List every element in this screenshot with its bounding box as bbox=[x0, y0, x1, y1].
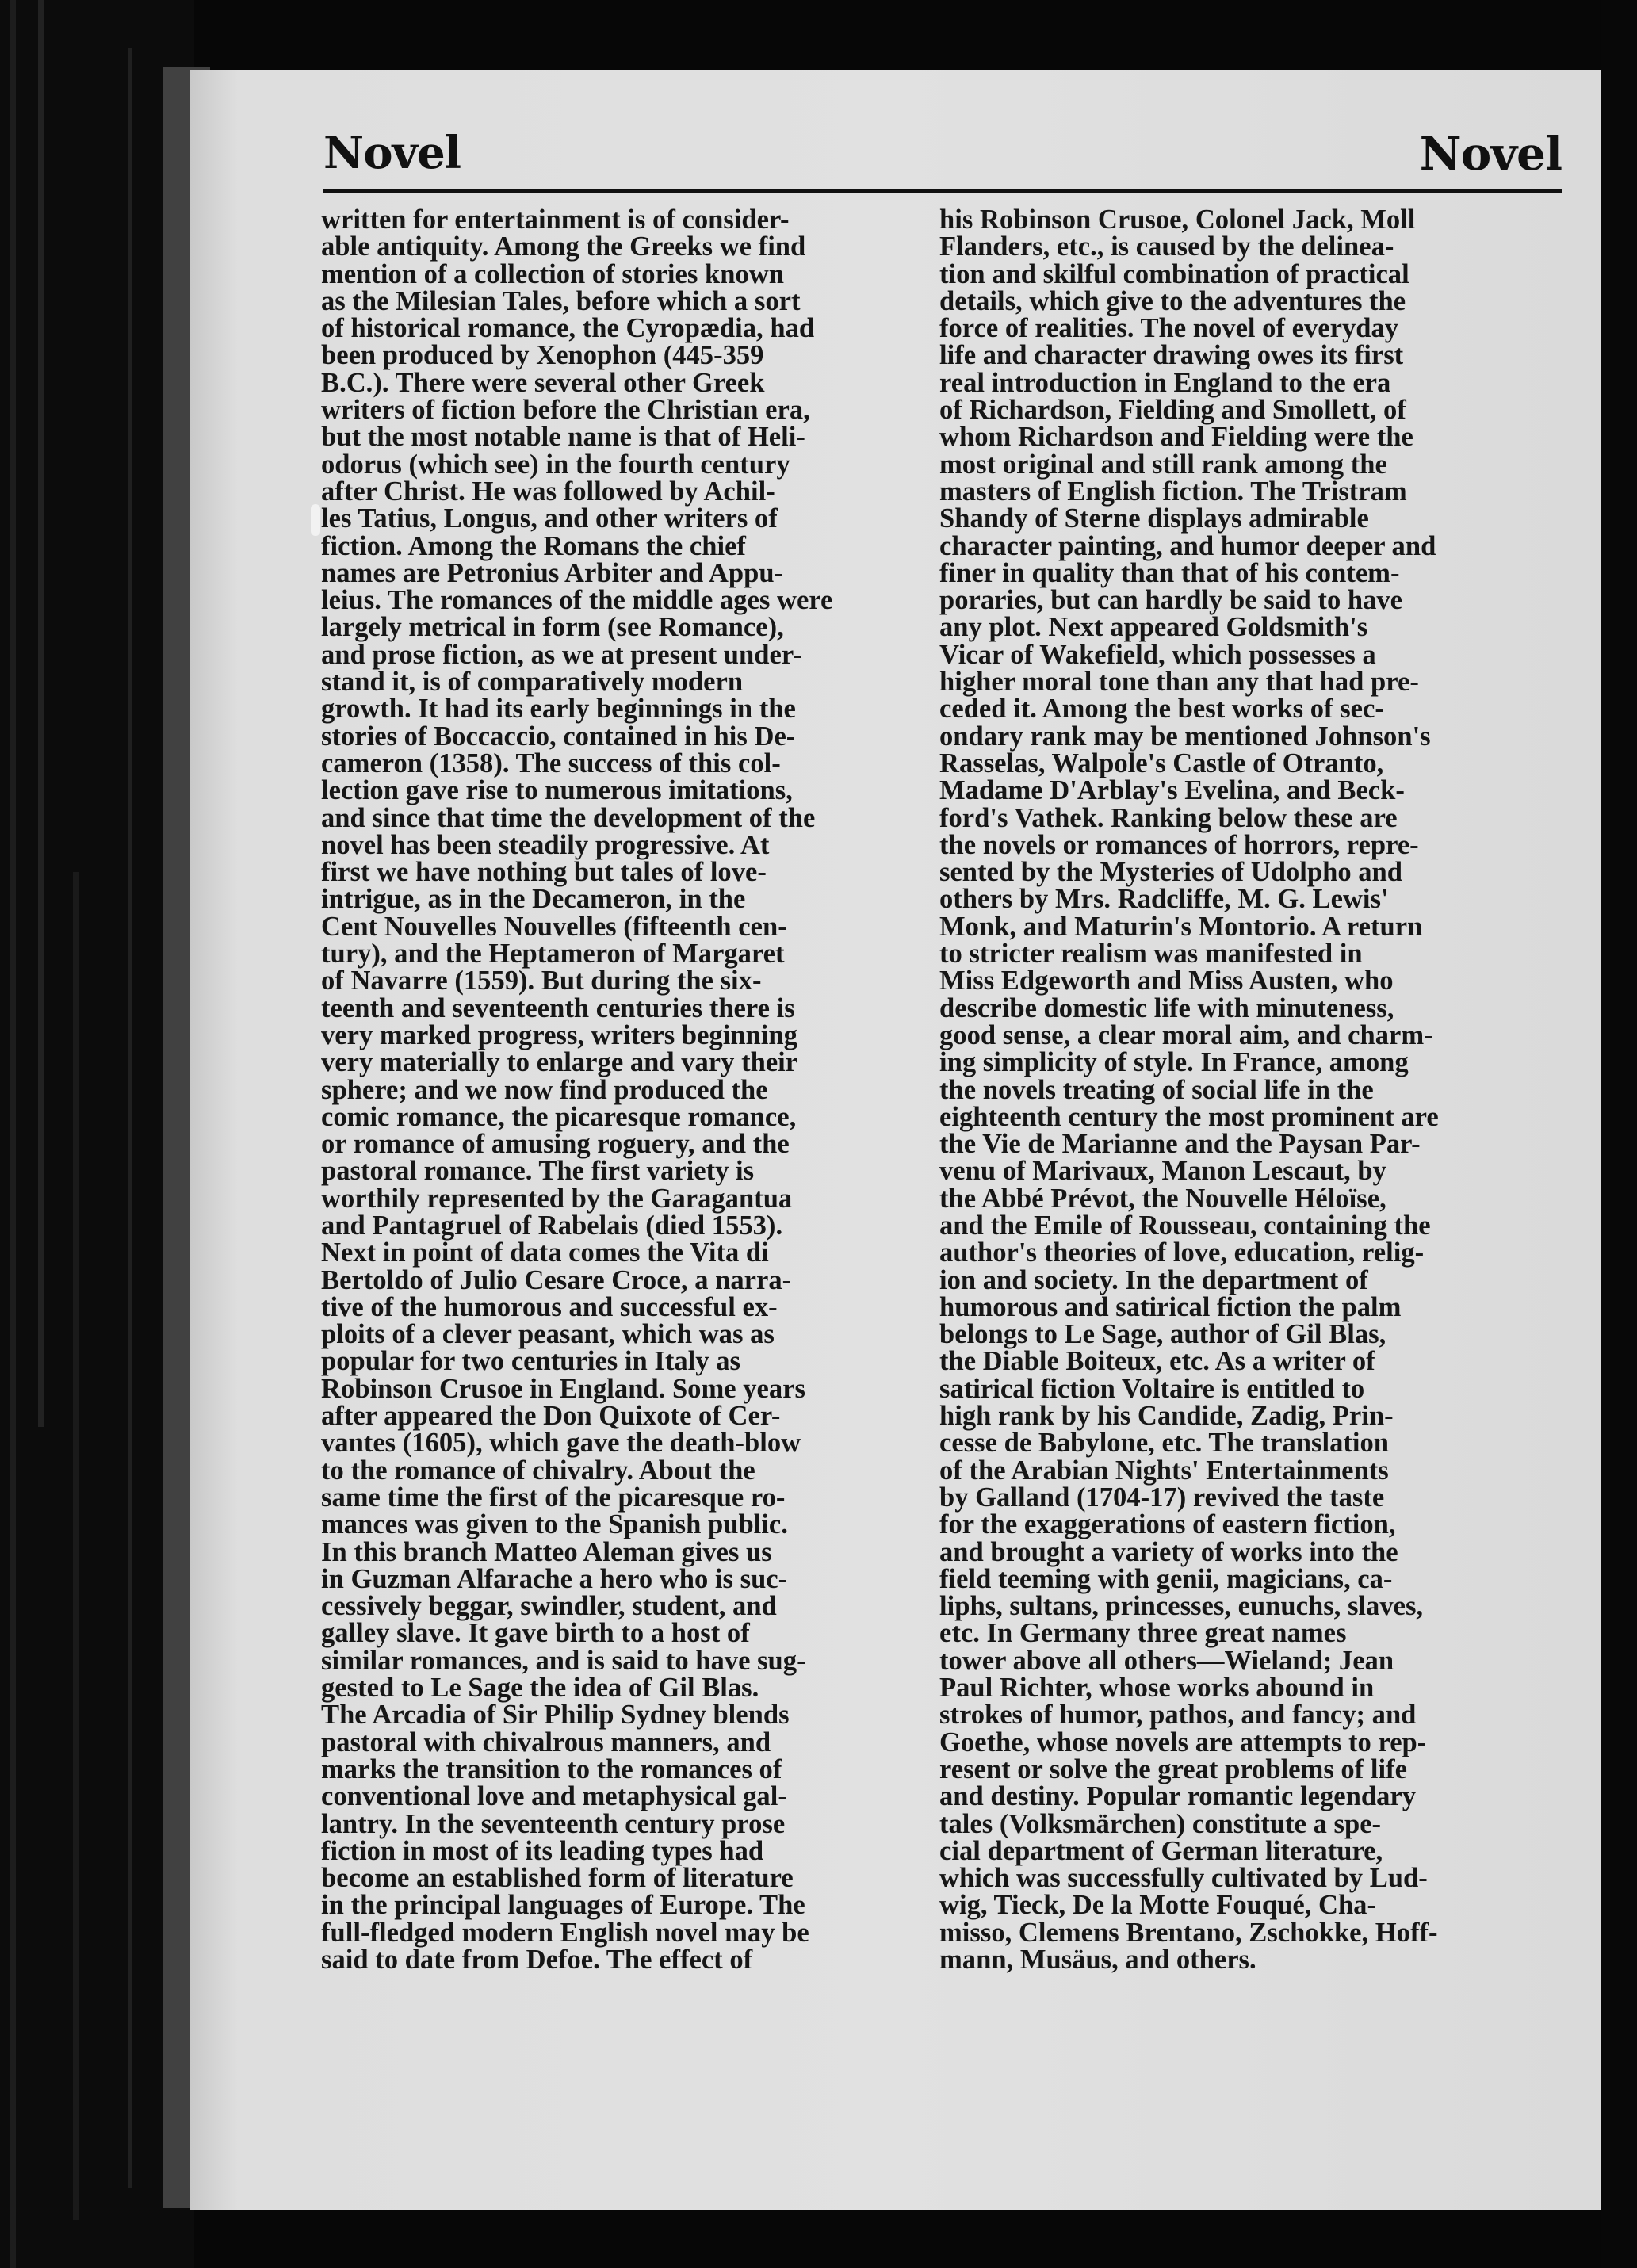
text-line: and prose fiction, as we at present under- bbox=[321, 639, 802, 670]
text-line: the Abbé Prévot, the Nouvelle Héloïse, bbox=[939, 1183, 1386, 1214]
text-line: cessively beggar, swindler, student, and bbox=[321, 1591, 777, 1622]
text-line: full-fledged modern English novel may be bbox=[321, 1917, 809, 1948]
text-line: of the Arabian Nights' Entertainments bbox=[939, 1455, 1389, 1486]
text-line: sented by the Mysteries of Udolpho and bbox=[939, 857, 1403, 888]
text-line: finer in quality than that of his contem- bbox=[939, 557, 1400, 588]
text-line: real introduction in England to the era bbox=[939, 367, 1391, 398]
text-line: very materially to enlarge and vary their bbox=[321, 1047, 798, 1078]
text-line: misso, Clemens Brentano, Zschokke, Hoff- bbox=[939, 1917, 1438, 1948]
text-line: Shandy of Sterne displays admirable bbox=[939, 503, 1369, 534]
text-line: Miss Edgeworth and Miss Austen, who bbox=[939, 966, 1394, 996]
text-line: conventional love and metaphysical gal- bbox=[321, 1781, 787, 1812]
text-line: most original and still rank among the bbox=[939, 449, 1387, 480]
text-line: sphere; and we now find produced the bbox=[321, 1074, 768, 1105]
text-line: les Tatius, Longus, and other writers of bbox=[321, 503, 778, 534]
text-line: Monk, and Maturin's Montorio. A return bbox=[939, 911, 1423, 942]
text-line: or romance of amusing roguery, and the bbox=[321, 1129, 790, 1160]
text-line: eighteenth century the most prominent are bbox=[939, 1101, 1439, 1132]
text-line: In this branch Matteo Aleman gives us bbox=[321, 1536, 772, 1567]
text-line: teenth and seventeenth centuries there is bbox=[321, 992, 795, 1023]
text-line: mann, Musäus, and others. bbox=[939, 1945, 1256, 1975]
text-line: after Christ. He was followed by Achil- bbox=[321, 476, 775, 507]
text-line: The Arcadia of Sir Philip Sydney blends bbox=[321, 1700, 790, 1731]
text-line: the novels or romances of horrors, repre- bbox=[939, 829, 1419, 860]
text-line: same time the first of the picaresque ro- bbox=[321, 1482, 786, 1513]
text-column-right bbox=[939, 206, 1574, 1973]
book-page bbox=[190, 70, 1601, 2210]
header-rule bbox=[323, 189, 1562, 193]
text-line: ceded it. Among the best works of sec- bbox=[939, 694, 1384, 725]
text-line: tury), and the Heptameron of Margaret bbox=[321, 939, 785, 970]
text-line: ing simplicity of style. In France, among bbox=[939, 1047, 1409, 1078]
text-line: fiction. Among the Romans the chief bbox=[321, 530, 746, 561]
text-line: comic romance, the picaresque romance, bbox=[321, 1101, 797, 1132]
text-line: details, which give to the adventures the bbox=[939, 285, 1406, 316]
text-line: leius. The romances of the middle ages were bbox=[321, 585, 833, 616]
text-line: lection gave rise to numerous imitations, bbox=[321, 775, 793, 806]
text-line: vantes (1605), which gave the death-blow bbox=[321, 1428, 801, 1459]
text-column-left bbox=[321, 206, 935, 1973]
text-line: satirical fiction Voltaire is entitled to bbox=[939, 1373, 1365, 1404]
text-line: belongs to Le Sage, author of Gil Blas, bbox=[939, 1319, 1386, 1350]
text-line: Paul Richter, whose works abound in bbox=[939, 1673, 1375, 1704]
text-line: masters of English fiction. The Tristram bbox=[939, 476, 1407, 507]
text-line: mention of a collection of stories known bbox=[321, 258, 784, 289]
text-line: tion and skilful combination of practical bbox=[939, 258, 1409, 289]
text-line: intrigue, as in the Decameron, in the bbox=[321, 884, 746, 915]
text-line: galley slave. It gave birth to a host of bbox=[321, 1618, 750, 1649]
text-line: tower above all others—Wieland; Jean bbox=[939, 1645, 1394, 1676]
text-line: wig, Tieck, De la Motte Fouqué, Cha- bbox=[939, 1890, 1376, 1921]
text-line: to stricter realism was manifested in bbox=[939, 939, 1363, 970]
text-line: Bertoldo of Julio Cesare Croce, a narra- bbox=[321, 1264, 792, 1295]
text-line: his Robinson Crusoe, Colonel Jack, Moll bbox=[939, 205, 1416, 235]
text-line: whom Richardson and Fielding were the bbox=[939, 422, 1413, 453]
text-line: marks the transition to the romances of bbox=[321, 1754, 782, 1784]
scan-border-right bbox=[1601, 0, 1637, 2268]
text-line: in Guzman Alfarache a hero who is suc- bbox=[321, 1563, 788, 1594]
paper-blemish bbox=[311, 504, 320, 536]
text-line: stories of Boccaccio, contained in his De- bbox=[321, 721, 796, 752]
text-line: Cent Nouvelles Nouvelles (fifteenth cen- bbox=[321, 911, 787, 942]
text-line: etc. In Germany three great names bbox=[939, 1618, 1347, 1649]
text-line: become an established form of literature bbox=[321, 1863, 794, 1894]
text-line: Vicar of Wakefield, which possesses a bbox=[939, 639, 1376, 670]
text-line: after appeared the Don Quixote of Cer- bbox=[321, 1401, 781, 1432]
text-line: and brought a variety of works into the bbox=[939, 1536, 1398, 1567]
text-line: cial department of German literature, bbox=[939, 1835, 1383, 1866]
text-line: gested to Le Sage the idea of Gil Blas. bbox=[321, 1673, 759, 1704]
text-line: written for entertainment is of consider- bbox=[321, 205, 790, 235]
text-line: by Galland (1704-17) revived the taste bbox=[939, 1482, 1385, 1513]
text-line: ondary rank may be mentioned Johnson's bbox=[939, 721, 1431, 752]
text-line: life and character drawing owes its first bbox=[939, 340, 1404, 371]
text-line: the Vie de Marianne and the Paysan Par- bbox=[939, 1129, 1421, 1160]
text-line: liphs, sultans, princesses, eunuchs, slaves, bbox=[939, 1591, 1424, 1622]
text-line: and Pantagruel of Rabelais (died 1553). bbox=[321, 1210, 783, 1241]
text-line: of Richardson, Fielding and Smollett, of bbox=[939, 395, 1406, 426]
text-line: similar romances, and is said to have sug- bbox=[321, 1645, 806, 1676]
text-line: of Navarre (1559). But during the six- bbox=[321, 966, 762, 996]
text-line: largely metrical in form (see Romance), bbox=[321, 612, 784, 643]
text-line: tive of the humorous and successful ex- bbox=[321, 1291, 778, 1322]
text-line: of historical romance, the Cyropædia, had bbox=[321, 313, 815, 344]
text-line: strokes of humor, pathos, and fancy; and bbox=[939, 1700, 1417, 1731]
text-line: names are Petronius Arbiter and Appu- bbox=[321, 557, 784, 588]
text-line: any plot. Next appeared Goldsmith's bbox=[939, 612, 1368, 643]
text-line: cesse de Babylone, etc. The translation bbox=[939, 1428, 1389, 1459]
text-line: which was successfully cultivated by Lud- bbox=[939, 1863, 1428, 1894]
text-line: ion and society. In the department of bbox=[939, 1264, 1368, 1295]
text-line: very marked progress, writers beginning bbox=[321, 1019, 797, 1050]
text-line: and since that time the development of the bbox=[321, 802, 816, 833]
text-line: been produced by Xenophon (445-359 bbox=[321, 340, 764, 371]
text-line: ploits of a clever peasant, which was as bbox=[321, 1319, 775, 1350]
text-line: stand it, is of comparatively modern bbox=[321, 667, 744, 698]
text-line: venu of Marivaux, Manon Lescaut, by bbox=[939, 1156, 1386, 1187]
text-line: mances was given to the Spanish public. bbox=[321, 1509, 788, 1540]
running-head-right: Novel bbox=[1419, 127, 1562, 181]
text-line: novel has been steadily progressive. At bbox=[321, 829, 770, 860]
text-line: high rank by his Candide, Zadig, Prin- bbox=[939, 1401, 1394, 1432]
text-line: humorous and satirical fiction the palm bbox=[939, 1291, 1402, 1322]
text-line: worthily represented by the Garagantua bbox=[321, 1183, 793, 1214]
text-line: Rasselas, Walpole's Castle of Otranto, bbox=[939, 748, 1384, 778]
text-line: field teeming with genii, magicians, ca- bbox=[939, 1563, 1393, 1594]
text-line: higher moral tone than any that had pre- bbox=[939, 667, 1419, 698]
text-line: pastoral with chivalrous manners, and bbox=[321, 1727, 771, 1757]
text-line: B.C.). There were several other Greek bbox=[321, 367, 765, 398]
text-line: poraries, but can hardly be said to have bbox=[939, 585, 1403, 616]
text-line: ford's Vathek. Ranking below these are bbox=[939, 802, 1398, 833]
text-line: others by Mrs. Radcliffe, M. G. Lewis' bbox=[939, 884, 1389, 915]
text-line: for the exaggerations of eastern fiction, bbox=[939, 1509, 1396, 1540]
text-line: Goethe, whose novels are attempts to rep- bbox=[939, 1727, 1427, 1757]
text-line: popular for two centuries in Italy as bbox=[321, 1346, 740, 1377]
running-head-left: Novel bbox=[323, 127, 461, 179]
text-line: Flanders, etc., is caused by the delinea- bbox=[939, 231, 1394, 262]
text-line: lantry. In the seventeenth century prose bbox=[321, 1808, 786, 1839]
text-line: describe domestic life with minuteness, bbox=[939, 992, 1394, 1023]
text-line: good sense, a clear moral aim, and charm- bbox=[939, 1019, 1433, 1050]
text-line: writers of fiction before the Christian era, bbox=[321, 395, 810, 426]
text-line: tales (Volksmärchen) constitute a spe- bbox=[939, 1808, 1382, 1839]
text-line: resent or solve the great problems of life bbox=[939, 1754, 1407, 1784]
text-line: in the principal languages of Europe. The bbox=[321, 1890, 805, 1921]
text-line: Madame D'Arblay's Evelina, and Beck- bbox=[939, 775, 1405, 806]
text-line: as the Milesian Tales, before which a sort bbox=[321, 285, 801, 316]
text-line: and destiny. Popular romantic legendary bbox=[939, 1781, 1417, 1812]
text-line: to the romance of chivalry. About the bbox=[321, 1455, 755, 1486]
text-line: Next in point of data comes the Vita di bbox=[321, 1237, 769, 1268]
text-line: Robinson Crusoe in England. Some years bbox=[321, 1373, 805, 1404]
text-line: author's theories of love, education, relig- bbox=[939, 1237, 1425, 1268]
text-line: and the Emile of Rousseau, containing the bbox=[939, 1210, 1431, 1241]
text-line: the Diable Boiteux, etc. As a writer of bbox=[939, 1346, 1375, 1377]
text-line: the novels treating of social life in the bbox=[939, 1074, 1374, 1105]
text-line: first we have nothing but tales of love- bbox=[321, 857, 767, 888]
text-line: character painting, and humor deeper and bbox=[939, 530, 1436, 561]
text-line: said to date from Defoe. The effect of bbox=[321, 1945, 753, 1975]
text-line: fiction in most of its leading types had bbox=[321, 1835, 764, 1866]
text-line: pastoral romance. The first variety is bbox=[321, 1156, 755, 1187]
text-line: growth. It had its early beginnings in the bbox=[321, 694, 796, 725]
text-line: force of realities. The novel of everyday bbox=[939, 313, 1399, 344]
text-line: able antiquity. Among the Greeks we find bbox=[321, 231, 806, 262]
text-line: odorus (which see) in the fourth century bbox=[321, 449, 790, 480]
text-line: cameron (1358). The success of this col- bbox=[321, 748, 781, 778]
text-line: but the most notable name is that of Heli- bbox=[321, 422, 805, 453]
